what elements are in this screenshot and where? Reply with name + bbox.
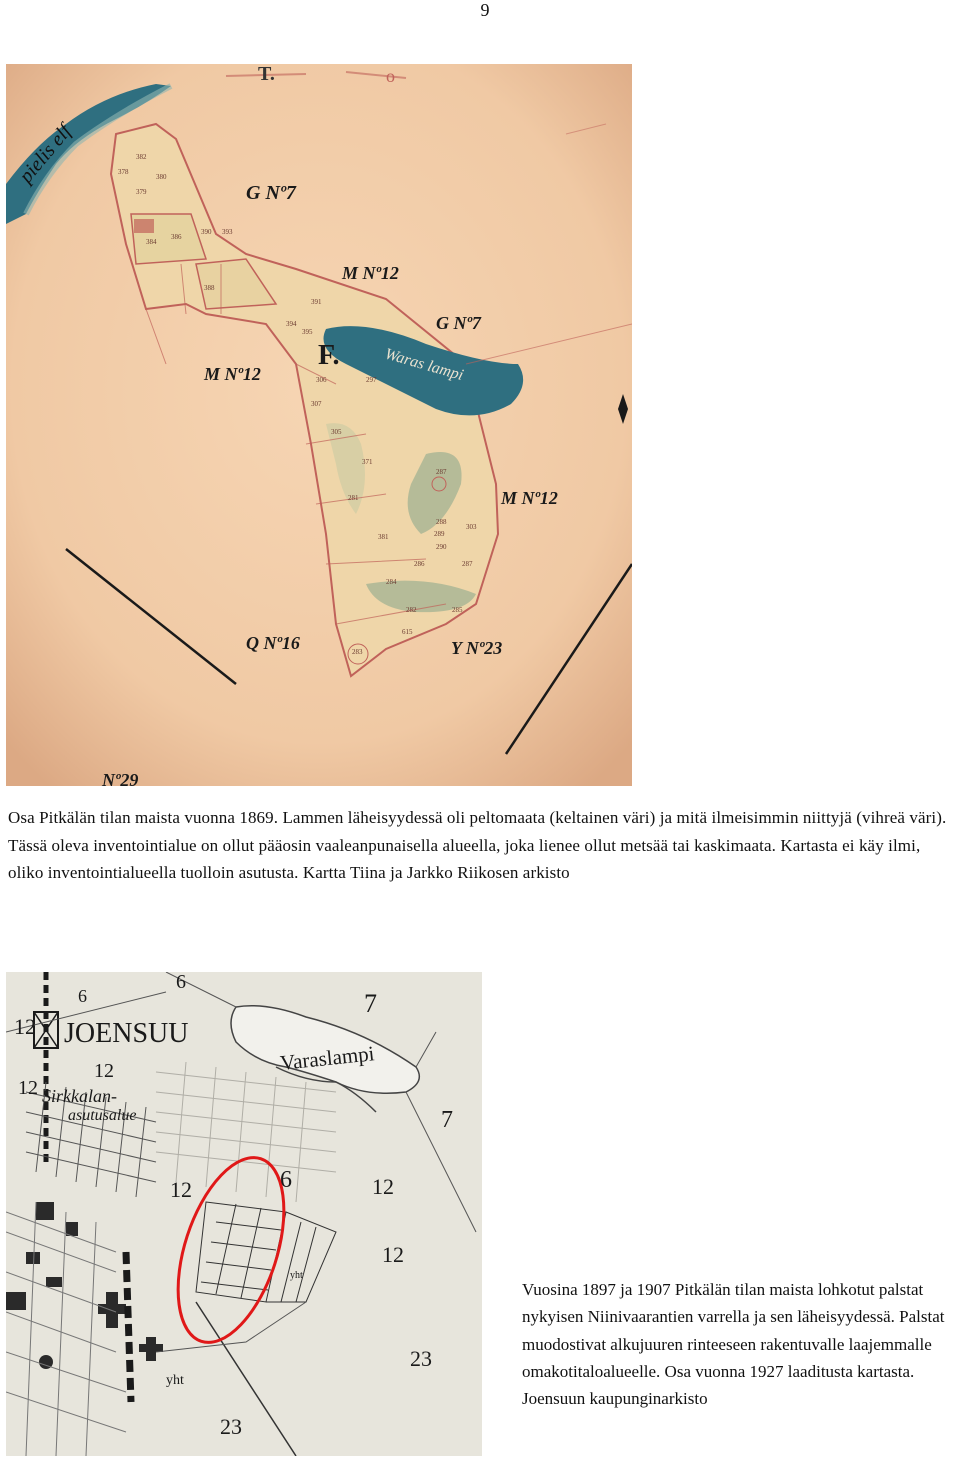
parcel-number: 615 bbox=[402, 628, 413, 636]
parcel-number: 305 bbox=[331, 428, 342, 436]
label-f: F. bbox=[318, 340, 340, 371]
parcel-number: 395 bbox=[302, 328, 313, 336]
parcel-number: 289 bbox=[434, 530, 445, 538]
label-7-14: 7 bbox=[441, 1107, 453, 1133]
parcel-number: 379 bbox=[136, 188, 147, 196]
page-number: 9 bbox=[480, 0, 490, 20]
figure-caption-2: Vuosina 1897 ja 1907 Pitkälän tilan maista lohkotut palstat nykyisen Niinivaarantien varrella ja sen läheisyydessä. Palstat muodostivat alkujuuren rinteeseen rakentuvalle laajemmalle omakotitaloalueelle. Osa vuonna 1927 laaditusta kartasta. Joensuun kaupunginarkisto bbox=[522, 1280, 945, 1409]
label-12-3-a: 12 bbox=[94, 1060, 114, 1082]
parcel-number: 287 bbox=[436, 468, 447, 476]
label-asutusalue: asutusalue bbox=[68, 1107, 137, 1124]
label-yht-a: yht bbox=[290, 1270, 303, 1281]
parcel-number: 287 bbox=[462, 560, 473, 568]
figure-caption-1: Osa Pitkälän tilan maista vuonna 1869. Lammen läheisyydessä oli peltomaata (keltainen väri) ja mitä ilmeisimmin niittyjä (vihreä väri). Tässä oleva inventointialue on ollut pääosin vaaleanpunaisella alueella, joka lienee ollut metsää tai kaskimaata. Kartasta ei käy ilmi, oliko inventointialueella tuolloin asutusta. Kartta Tiina ja Jarkko Riikosen arkisto bbox=[8, 808, 947, 882]
parcel-number: 282 bbox=[406, 606, 417, 614]
label-6-left: 6 bbox=[78, 986, 87, 1006]
label-waraslampi: Waras lampi bbox=[382, 345, 466, 385]
label-joensuu: JOENSUU bbox=[64, 1018, 189, 1049]
label-g7-top: G Nº7 bbox=[246, 182, 296, 204]
parcel-number: 382 bbox=[136, 153, 147, 161]
parcel-number: 290 bbox=[436, 543, 447, 551]
parcel-number: 306 bbox=[316, 376, 327, 384]
label-12-2-left: 12 bbox=[170, 1177, 192, 1202]
historical-map-1927 bbox=[6, 972, 482, 1456]
historical-map-1869 bbox=[6, 64, 632, 786]
label-sirkkalan: Sirkkalan- bbox=[42, 1086, 117, 1106]
label-q16: Q Nº16 bbox=[246, 633, 300, 653]
label-6-top: 6 bbox=[176, 972, 186, 993]
label-m12-top: M Nº12 bbox=[342, 263, 399, 283]
parcel-number: 384 bbox=[146, 238, 157, 246]
parcel-number: 381 bbox=[378, 533, 389, 541]
parcel-number: 281 bbox=[348, 494, 359, 502]
label-7-15: 7 bbox=[364, 989, 377, 1018]
label-m12-left: M Nº12 bbox=[204, 364, 261, 384]
parcel-number: 285 bbox=[452, 606, 463, 614]
parcel-number: 288 bbox=[436, 518, 447, 526]
label-varaslampi: Varaslampi bbox=[279, 1041, 376, 1075]
label-6-6: 6 bbox=[280, 1167, 292, 1193]
parcel-number: 297 bbox=[366, 376, 377, 384]
parcel-number: 286 bbox=[414, 560, 425, 568]
label-m12-right: M Nº12 bbox=[501, 488, 558, 508]
parcel-number: 284 bbox=[386, 578, 397, 586]
svg-text:T.: T. bbox=[258, 64, 275, 85]
svg-text:o: o bbox=[386, 66, 395, 86]
label-n29: Nº29 bbox=[102, 770, 139, 786]
label-12-left: 12 bbox=[14, 1014, 36, 1039]
parcel-number: 307 bbox=[311, 400, 322, 408]
parcel-number: 283 bbox=[352, 648, 363, 656]
parcel-number: 386 bbox=[171, 233, 182, 241]
parcel-number: 390 bbox=[201, 228, 212, 236]
parcel-number: 391 bbox=[311, 298, 322, 306]
label-g7-right: G Nº7 bbox=[436, 313, 481, 333]
parcel-number: 303 bbox=[466, 523, 477, 531]
label-12-1: 12 bbox=[18, 1077, 38, 1099]
label-23-bottom: 23 bbox=[220, 1414, 242, 1439]
label-yht-b: yht bbox=[166, 1373, 184, 1388]
parcel-number: 388 bbox=[204, 284, 215, 292]
label-12-3-b: 12 bbox=[382, 1242, 404, 1267]
label-y23: Y Nº23 bbox=[451, 638, 503, 658]
parcel-number: 378 bbox=[118, 168, 129, 176]
parcel-number: 394 bbox=[286, 320, 297, 328]
parcel-number: 371 bbox=[362, 458, 373, 466]
parcel-number: 380 bbox=[156, 173, 167, 181]
label-pielis-elf: pielis elf bbox=[14, 120, 76, 188]
label-23-right: 23 bbox=[410, 1346, 432, 1371]
label-12-2-right: 12 bbox=[372, 1174, 394, 1199]
parcel-number: 393 bbox=[222, 228, 233, 236]
